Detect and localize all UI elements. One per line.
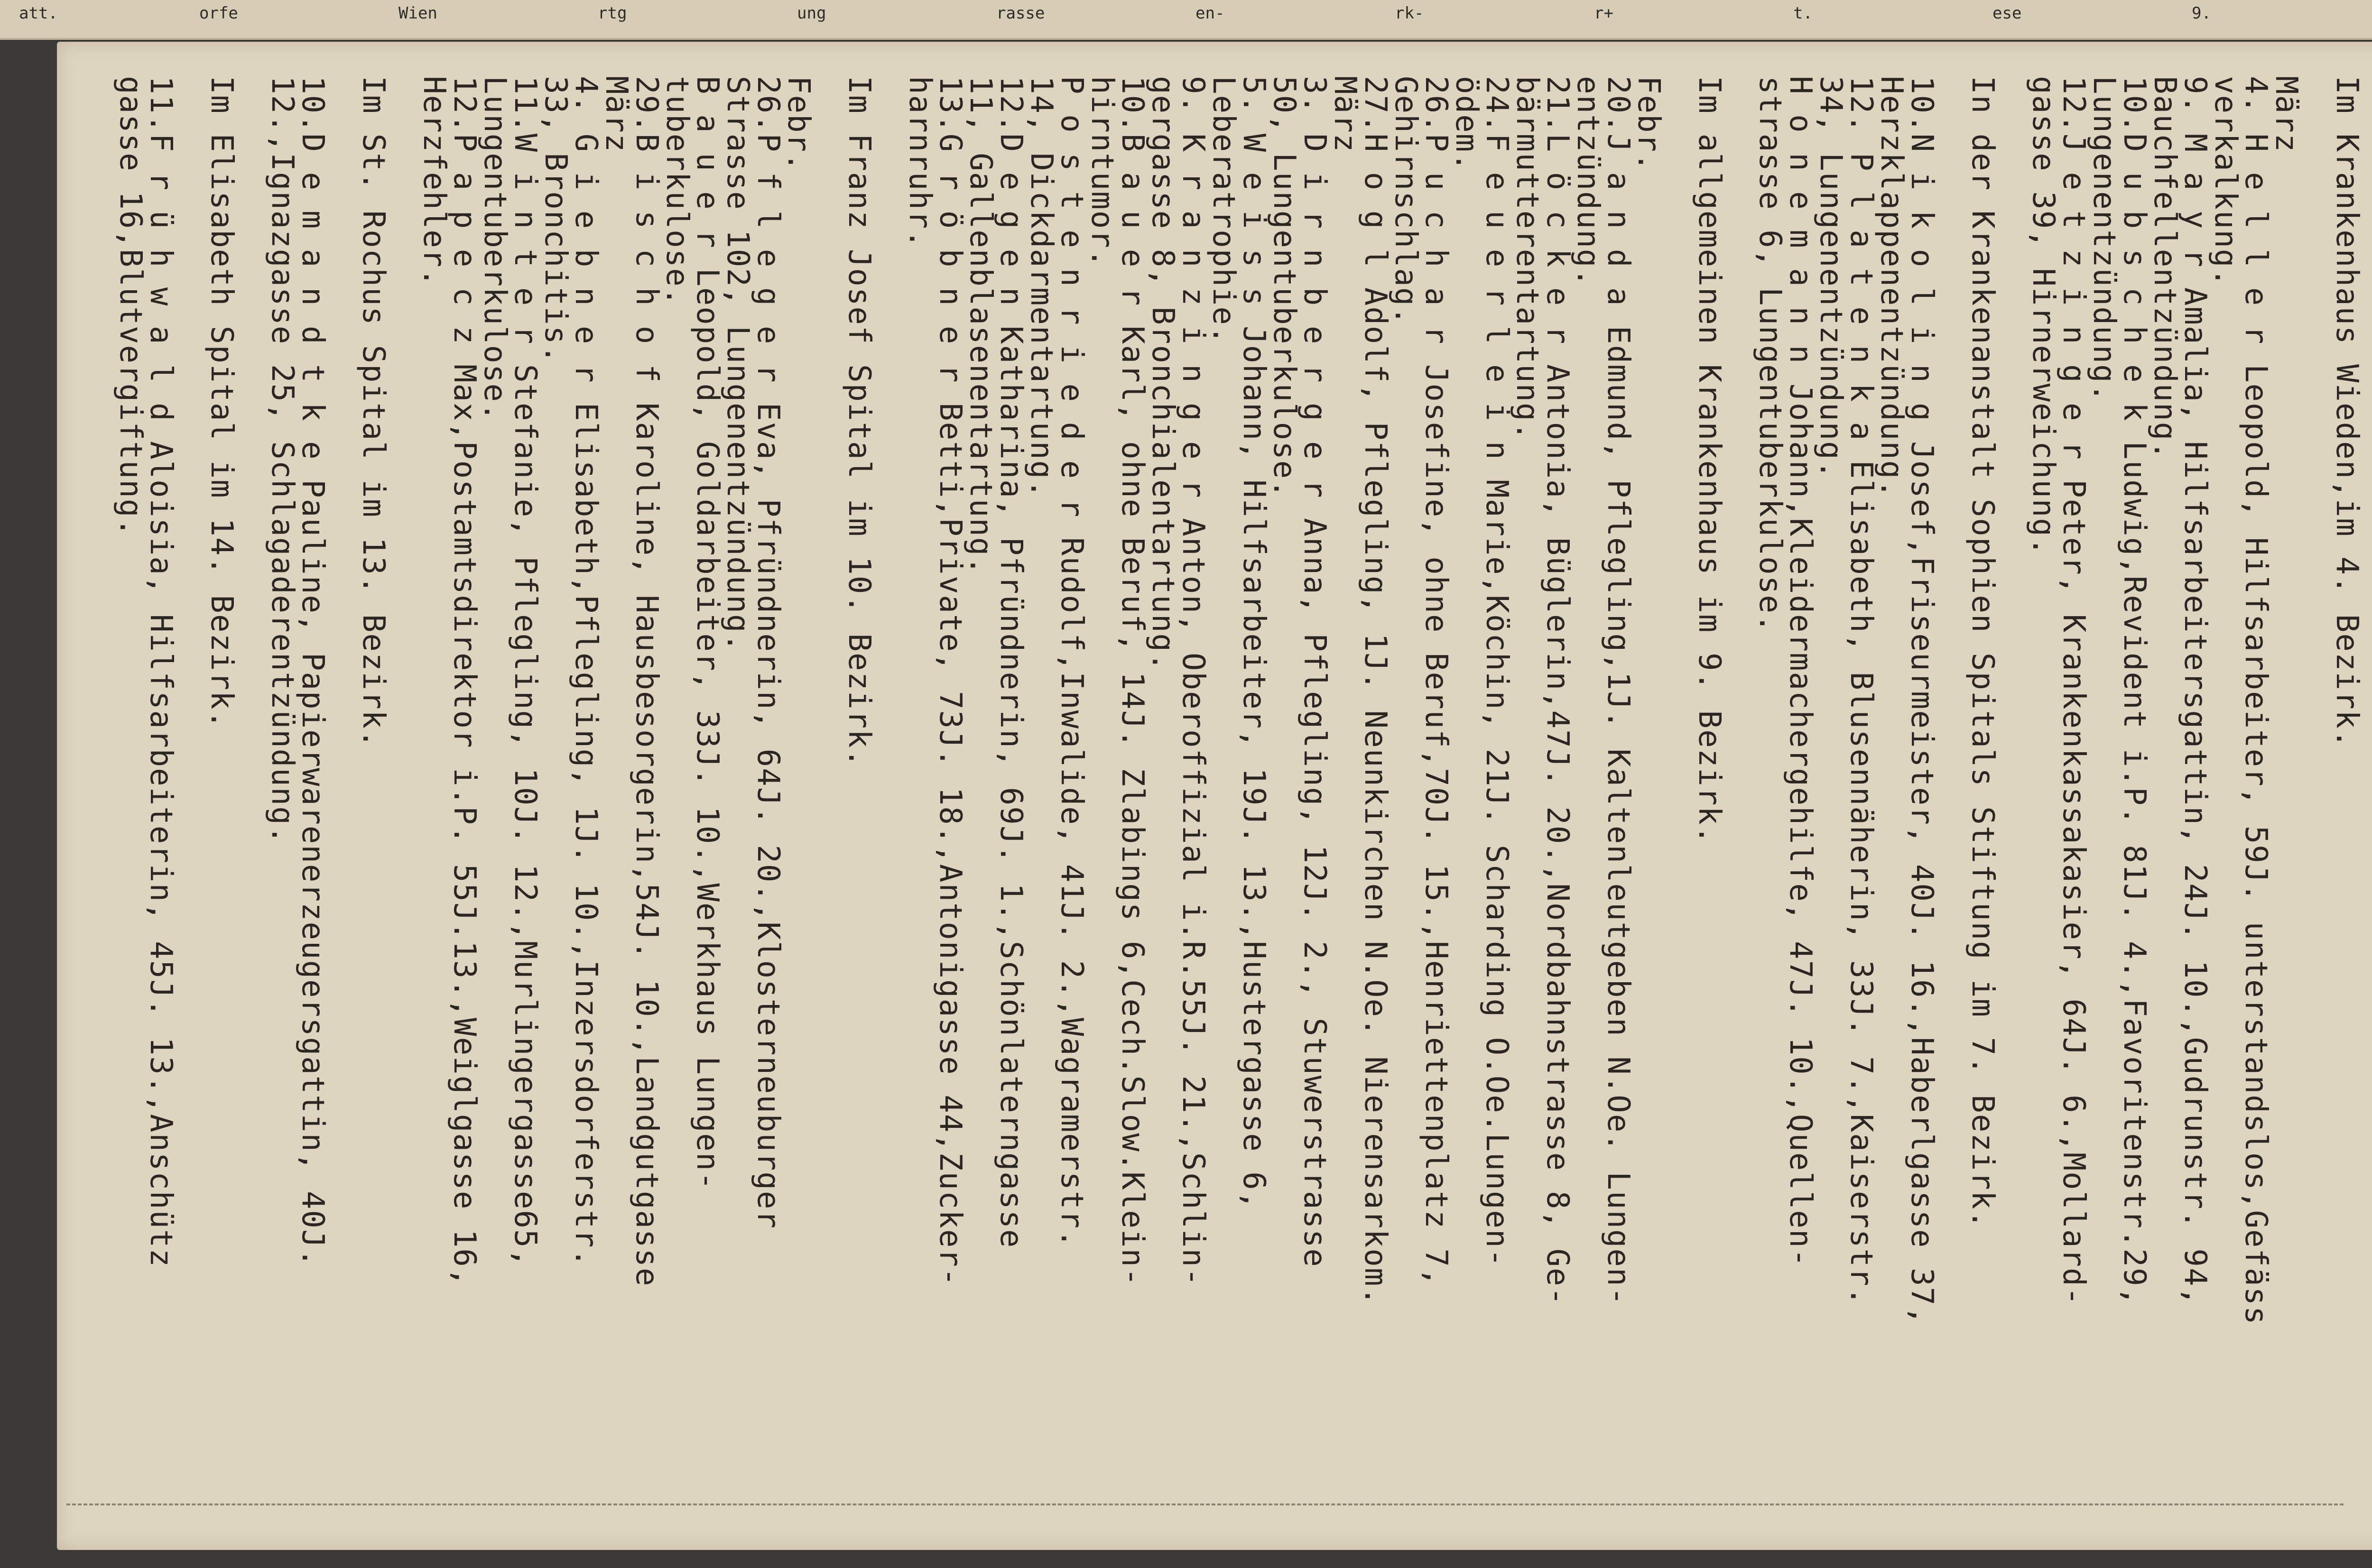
typescript-line: hirntumor. bbox=[1084, 76, 1120, 268]
typescript-line: März bbox=[599, 76, 634, 153]
typescript-line: Febr. bbox=[1631, 76, 1666, 172]
typescript-line: 4. G i e b n e r Elisabeth,Pflegling, 1J. 10.,Inzersdorferstr. bbox=[568, 76, 603, 1268]
typescript-line: Bauchfellentzündung. bbox=[2147, 76, 2182, 461]
typescript-line: 33, Bronchitis. bbox=[538, 76, 573, 364]
typescript-line: 10.D u b s c h e k Ludwig,Revident i.P. 81J. 4.,Favoritenstr.29, bbox=[2117, 76, 2152, 1306]
typescript-line: bärmutterentartung. bbox=[1510, 76, 1545, 442]
typescript-line: 12. P l a t e n k a Elisabeth, Blusennäherin, 33J. 7.,Kaiserstr. bbox=[1844, 76, 1879, 1306]
typescript-line: Gehirnschlag. bbox=[1388, 76, 1423, 326]
typescript-line: H o n e m a n n Johann,Kleidermachergehilfe, 47J. 10.,Quellen- bbox=[1783, 76, 1818, 1268]
typescript-line: 13.G r ö b n e r Betti,Private, 73J. 18.,Antonigasse 44,Zucker- bbox=[933, 76, 968, 1287]
typescript-line: 10.D e m a n d t k e Pauline, Papierwarenerzeugersgattin, 40J. bbox=[295, 76, 330, 1268]
typescript-line: 11.W i n t e r Stefanie, Pflegling, 10J. 12.,Murlingergasse65, bbox=[508, 76, 543, 1268]
facing-fragment: rasse bbox=[996, 4, 1045, 23]
typescript-line: 50, Lungentuberkulose. bbox=[1267, 76, 1302, 499]
typescript-line: Leberatrophie. bbox=[1206, 76, 1241, 345]
typescript-line: harnruhr. bbox=[902, 76, 937, 249]
typescript-line: 11, Gallenblasenentartung. bbox=[963, 76, 998, 576]
typescript-line: Im Krankenhaus Wieden,im 4. Bezirk. bbox=[2329, 76, 2364, 749]
typescript-line: 21.L ö c k e r Antonia, Büglerin,47J. 20.,Nordbahnstrasse 8, Ge- bbox=[1540, 76, 1575, 1306]
typescript-line: P o s t e n r i e d e r Rudolf,Inwalide, 41J. 2.,Wagramerstr. bbox=[1054, 76, 1089, 1249]
typescript-line: 24.F e u e r l e i n Marie,Köchin, 21J. Scharding O.Oe.Lungen- bbox=[1479, 76, 1514, 1268]
typescript-line: Herzklappenentzündung. bbox=[1874, 76, 1909, 499]
facing-fragment: en- bbox=[1195, 4, 1225, 23]
typescript-line: gasse 16,Blutvergiftung. bbox=[113, 76, 148, 537]
typescript-line: 12.J e t z i n g e r Peter, Krankenkassakasier, 64J. 6.,Mollard- bbox=[2056, 76, 2091, 1306]
typescript-line: strasse 6, Lungentuberkulose. bbox=[1752, 76, 1788, 634]
typescript-line: 20.J a n d a Edmund, Pflegling,1J. Kaltenleutgeben N.Oe. Lungen- bbox=[1601, 76, 1636, 1306]
typescript-line: Im Elisabeth Spital im 14. Bezirk. bbox=[204, 76, 239, 730]
typescript-line: 10.B a u e r Karl, ohne Beruf, 14J. Zlabings 6,Cech.Slow.Klein- bbox=[1115, 76, 1150, 1287]
typescript-line: 27.H o g l Adolf, Pflegling, 1J. Neunkirchen N.Oe. Nierensarkom. bbox=[1358, 76, 1393, 1306]
typescript-line: ödem. bbox=[1449, 76, 1484, 172]
typescript-line: 14, Dickdarmentartung. bbox=[1024, 76, 1059, 499]
facing-page-text bbox=[0, 0, 2372, 38]
facing-fragment: Wien bbox=[398, 4, 437, 23]
typescript-line: 4. H e l l e r Leopold, Hilfsarbeiter, 59J. unterstandslos,Gefäss bbox=[2238, 76, 2273, 1326]
typescript-line: gergasse 8, Bronchialentartung. bbox=[1145, 76, 1180, 672]
facing-fragment: t. bbox=[1793, 4, 1813, 23]
facing-fragment: ung bbox=[797, 4, 826, 23]
typescript-line: Febr. bbox=[781, 76, 816, 172]
typescript-line: Lungentuberkulose. bbox=[477, 76, 512, 422]
typescript-line: In der Krankenanstalt Sophien Spitals Stiftung im 7. Bezirk. bbox=[1965, 76, 2000, 1229]
facing-fragment: rtg bbox=[598, 4, 627, 23]
typescript-line: Im allgemeinen Krankenhaus im 9. Bezirk. bbox=[1692, 76, 1727, 845]
typescript-line: 11.F r ü h w a l d Aloisia, Hilfsarbeiterin, 45J. 13.,Anschütz bbox=[143, 76, 178, 1268]
typescript-line: 34, Lungenentzündung. bbox=[1813, 76, 1848, 480]
typescript-line: Im Franz Josef Spital im 10. Bezirk. bbox=[842, 76, 877, 768]
typescript-line: 12.,Ignazgasse 25, Schlagaderentzündung. bbox=[265, 76, 300, 845]
facing-fragment: orfe bbox=[199, 4, 238, 23]
typescript-line: 9. M a y r Amalia, Hilfsarbeitersgattin, 24J. 10.,Gudrunstr. 94, bbox=[2177, 76, 2213, 1306]
dotted-rule bbox=[66, 1503, 2344, 1539]
facing-fragment: ese bbox=[1992, 4, 2022, 23]
typescript-line: 3. D i r n b e r g e r Anna, Pflegling, 12J. 2., Stuwerstrasse bbox=[1297, 76, 1332, 1268]
typescript-line: tuberkulose. bbox=[659, 76, 695, 307]
facing-fragment: 9. bbox=[2192, 4, 2211, 23]
facing-fragment: r+ bbox=[1594, 4, 1613, 23]
typescript-line: 26.P f l e g e r Eva, Pfründnerin, 64J. 20.,Klosterneuburger bbox=[751, 76, 786, 1229]
facing-fragment: rk- bbox=[1395, 4, 1424, 23]
rotated-typescript bbox=[76, 76, 2372, 1499]
typescript-line: entzündung. bbox=[1570, 76, 1605, 287]
typescript-line: Im St. Rochus Spital im 13. Bezirk. bbox=[356, 76, 391, 749]
typescript-line: 12.P a p e c z Max,Postamtsdirektor i.P. 55J.13.,Weiglgasse 16, bbox=[447, 76, 482, 1287]
facing-page-edge bbox=[0, 0, 2372, 40]
typescript-line: Herzfehler. bbox=[417, 76, 452, 287]
typescript-line: 29.B i s c h o f Karoline, Hausbesorgerin,54J. 10.,Landgutgasse bbox=[629, 76, 664, 1287]
typescript-line: Lungenentzündung. bbox=[2086, 76, 2122, 403]
typescript-line: verkalkung. bbox=[2208, 76, 2243, 287]
typescript-line: 12.D e g e n Katharina, Pfründnerin, 69J. 1.,Schönlaterngasse bbox=[993, 76, 1028, 1249]
typescript-line: 5. W e i s s Johann, Hilfsarbeiter, 19J. 13.,Hustergasse 6, bbox=[1236, 76, 1271, 1210]
typescript-line: 10.N i k o l i n g Josef,Friseurmeister, 40J. 16.,Haberlgasse 37, bbox=[1904, 76, 1939, 1326]
typescript-line: Strasse 102, Lungenentzündung. bbox=[720, 76, 755, 653]
typescript-line: März bbox=[1327, 76, 1362, 153]
facing-fragment: att. bbox=[19, 4, 58, 23]
typescript-line: B a u e r Leopold, Goldarbeiter, 33J. 10.,Werkhaus Lungen- bbox=[690, 76, 725, 1191]
typescript-line: 9. K r a n z i n g e r Anton, Oberoffizial i.R.55J. 21.,Schlin- bbox=[1176, 76, 1211, 1287]
typescript-line: März bbox=[2269, 76, 2304, 153]
typescript-line: 26.P u c h a r Josefine, ohne Beruf,70J. 15.,Henriettenplatz 7, bbox=[1418, 76, 1454, 1287]
typescript-line: gasse 39, Hirnerweichung. bbox=[2026, 76, 2061, 557]
